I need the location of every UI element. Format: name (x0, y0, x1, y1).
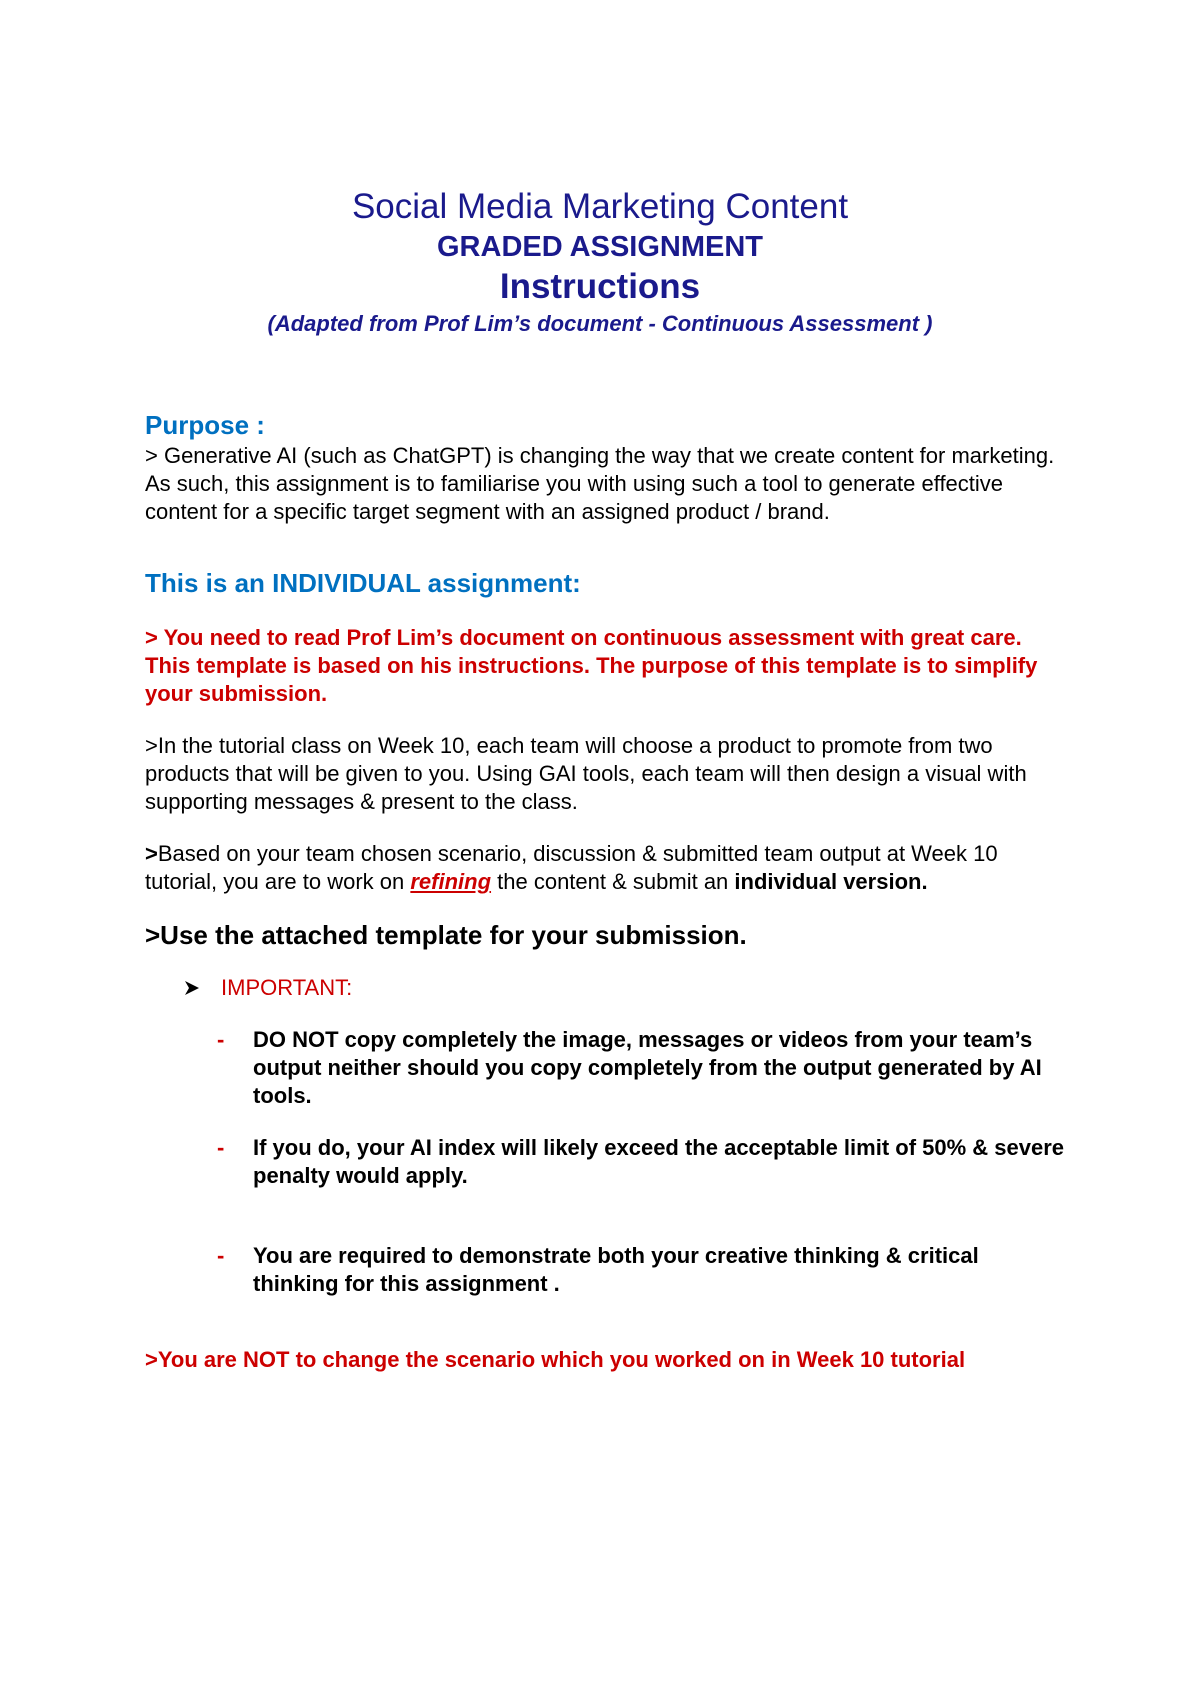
important-item-2 (145, 1134, 1065, 1190)
important-item-text: You are required to demonstrate both your creative thinking & critical thinking for this assignment . (253, 1243, 979, 1296)
individual-heading: This is an INDIVIDUAL assignment: (145, 568, 581, 598)
template-heading: >Use the attached template for your submission. (145, 920, 747, 950)
document-source-note: (Adapted from Prof Lim’s document - Continuous Assessment ) (267, 311, 933, 336)
dash-bullet: - (217, 1027, 225, 1052)
dash-bullet: - (217, 1135, 225, 1160)
purpose-text: > Generative AI (such as ChatGPT) is changing the way that we create content for marketing. As such, this assignment is to familiarise you with using such a tool to generate effective content for a specific target segment with an assigned product / brand. (145, 443, 1055, 524)
based-mid-text: the content & submit an (491, 869, 735, 894)
tutorial-text: >In the tutorial class on Week 10, each team will choose a product to promote from two products that will be given to you. Using GAI tools, each team will then design a visual with supporting messages & present to the class. (145, 733, 1027, 814)
important-line (145, 974, 1065, 1002)
based-on-scenario-text (145, 840, 1065, 896)
important-item-3 (145, 1242, 1065, 1298)
important-item-text: If you do, your AI index will likely exceed the acceptable limit of 50% & severe penalty would apply. (253, 1135, 1065, 1188)
based-prefix: > (145, 841, 158, 866)
purpose-heading: Purpose : (145, 410, 265, 440)
dash-bullet: - (217, 1243, 225, 1268)
document-heading: Instructions (499, 267, 701, 306)
document-body (145, 408, 1065, 1374)
refining-link[interactable]: refining (410, 869, 492, 894)
scenario-final-note: >You are NOT to change the scenario which you worked on in Week 10 tutorial (145, 1347, 966, 1372)
document-header (0, 186, 1200, 340)
read-document-note: > You need to read Prof Lim’s document on continuous assessment with great care. This template is based on his instructions. The purpose of this template is to simplify your submission. (145, 625, 1038, 706)
document-subtitle: GRADED ASSIGNMENT (437, 231, 763, 263)
individual-version-text: individual version. (734, 869, 928, 894)
arrow-bullet-icon (183, 979, 201, 997)
based-text: Based on your team chosen scenario, discussion & submitted team output at Week 10 tutorial, you are to work on (145, 841, 998, 894)
important-item-1 (145, 1026, 1065, 1110)
important-item-text: DO NOT copy completely the image, messages or videos from your team’s output neither should you copy completely from the output generated by AI tools. (253, 1027, 1042, 1108)
document-title: Social Media Marketing Content (351, 187, 849, 226)
important-label: IMPORTANT: (221, 975, 353, 1000)
